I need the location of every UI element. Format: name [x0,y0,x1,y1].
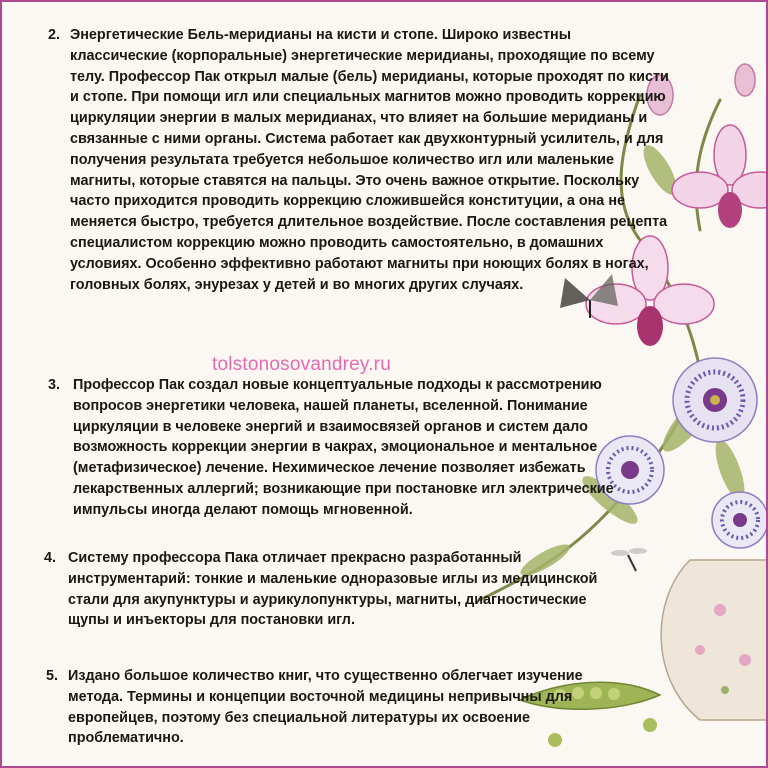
list-item-text: Систему профессора Пака отличает прекрасно разработанный инструментарий: тонкие и маленькие одноразовые иглы из медицинской стали для акупунктуры и аурикулопунктуры, магниты, диагностические щупы и инъекторы для постановки игл. [68,550,598,629]
list-item-2 [48,25,670,295]
watermark: tolstonosovandrey.ru [212,354,391,375]
list-item-3 [48,375,663,521]
list-item-number: 5. [46,668,59,684]
list-item-text: Энергетические Бель-меридианы на кисти и стопе. Широко известны классические (корпоральные) энергетические меридианы, проходящие по всему телу. Профессор Пак открыл малые (бель) меридианы, которые проходят по кисти и стопе. При помощи игл или специальных магнитов можно проводить коррекцию циркуляции энергии в малых меридианах, что влияет на большие меридианы и связанные с ними органы. Система работает как двухконтурный усилитель, и для получения результата требуется небольшое количество игл или маленькие магниты, которые ставятся на пальцы. Это очень важное открытие. Поскольку часто приходится проводить коррекцию сложившейся конституции, а она не меняется быстро, требуется длительное воздействие. После составления рецепта специалистом коррекцию можно проводить самостоятельно, в домашних условиях. Особенно эффективно работают магниты при ноющих болях в ногах, головных болях, энурезах у детей и во многих других случаях. [70,27,669,293]
list-item-5 [46,666,598,749]
list-item-number: 2. [48,27,61,43]
list-item-4 [44,548,616,631]
list-item-number: 4. [44,550,57,566]
list-item-number: 3. [48,377,61,393]
list-item-text: Профессор Пак создал новые концептуальные подходы к рассмотрению вопросов энергетики человека, нашей планеты, вселенной. Понимание циркуляции в человеке энергий и взаимосвязей органов и систем дало возможность коррекции энергии в чакрах, эмоциональное и ментальное (метафизическое) лечение. Нехимическое лечение позволяет избежать лекарственных аллергий; возникающие при постановке игл электрические импульсы иногда делают помощь мгновенной. [73,377,614,518]
list-item-text: Издано большое количество книг, что существенно облегчает изучение метода. Термины и концепции восточной медицины непривычны для европейцев, поэтому без специальной литературы их освоение проблематично. [68,668,583,747]
